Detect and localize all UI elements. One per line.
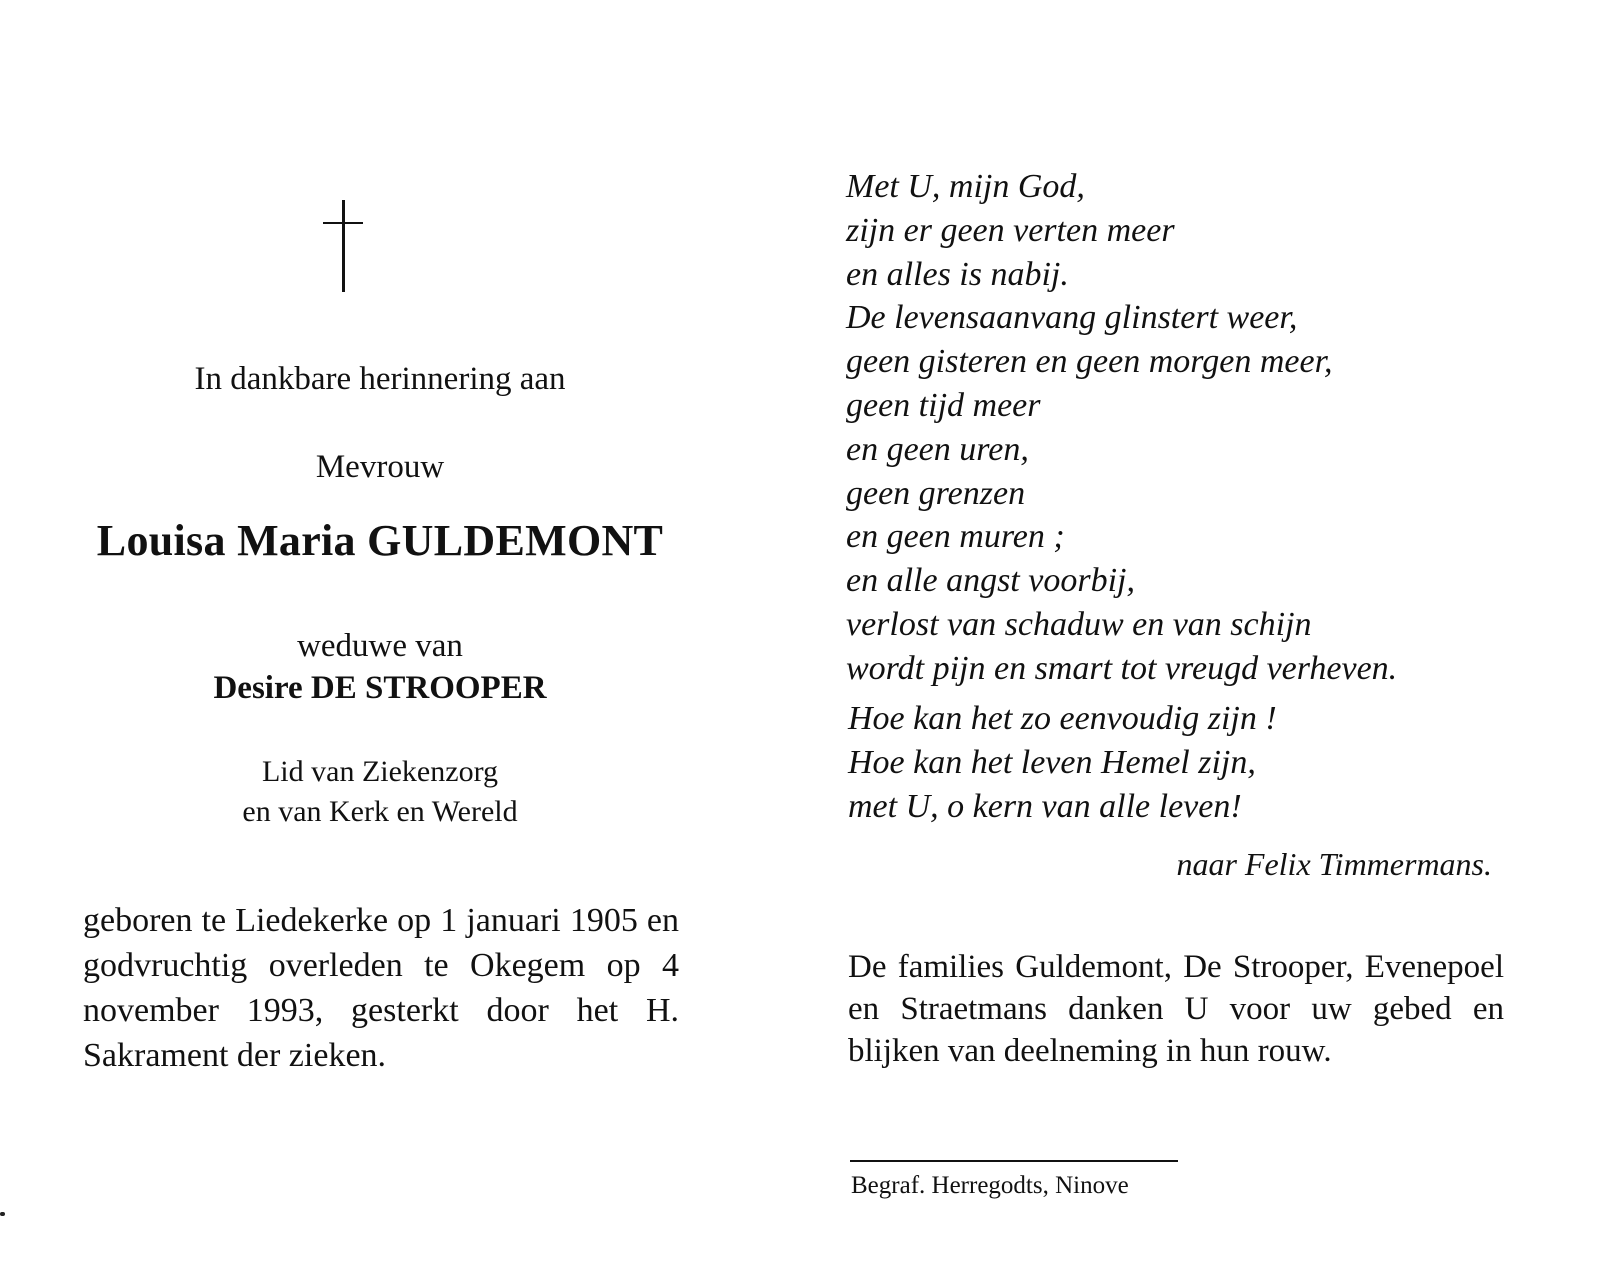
poem-line: en geen uren,: [846, 430, 1029, 468]
spouse-name: Desire DE STROOPER: [213, 670, 547, 706]
biography-paragraph: geboren te Liedekerke op 1 januari 1905 en godvruchtig overleden te Okegem op 4 november 1993, gesterkt door het H. Sakrament der zieken.: [83, 902, 679, 1074]
printer-credit: Begraf. Herregodts, Ninove: [851, 1172, 1129, 1199]
widow-label: weduwe van: [297, 628, 463, 664]
poem-line: Hoe kan het zo eenvoudig zijn !: [848, 700, 1277, 737]
poem-line: en geen muren ;: [846, 518, 1065, 556]
family-thanks: De families Guldemont, De Strooper, Evenepoel en Straetmans danken U voor uw gebed en blijken van deelneming in hun rouw.: [848, 949, 1504, 1069]
poem-line: en alles is nabij.: [846, 255, 1069, 293]
poem-attribution: naar Felix Timmermans.: [1176, 846, 1492, 882]
honorific: Mevrouw: [315, 449, 445, 485]
poem-line: verlost van schaduw en van schijn: [846, 605, 1312, 643]
membership-line: Lid van Ziekenzorg: [261, 755, 499, 788]
intro-text: In dankbare herinnering aan: [194, 361, 566, 397]
poem-line: geen tijd meer: [846, 386, 1041, 424]
poem-line: geen gisteren en geen morgen meer,: [846, 343, 1333, 381]
poem-line: en alle angst voorbij,: [846, 562, 1135, 600]
scan-speck: [0, 1212, 5, 1216]
divider-line: [850, 1160, 1178, 1162]
poem-line: geen grenzen: [846, 474, 1026, 512]
poem-stanza-1: [846, 165, 1546, 691]
poem-line: Hoe kan het leven Hemel zijn,: [848, 743, 1256, 781]
membership-line: en van Kerk en Wereld: [242, 795, 518, 828]
deceased-name: Louisa Maria GULDEMONT: [96, 516, 664, 565]
poem-line: De levensaanvang glinstert weer,: [846, 299, 1298, 337]
latin-cross-icon: [323, 200, 363, 292]
poem-line: zijn er geen verten meer: [846, 211, 1175, 249]
poem-stanza-2: [848, 697, 1548, 828]
poem-line: wordt pijn en smart tot vreugd verheven.: [846, 649, 1398, 687]
poem-line: met U, o kern van alle leven!: [848, 787, 1242, 825]
poem-line: Met U, mijn God,: [846, 168, 1085, 205]
